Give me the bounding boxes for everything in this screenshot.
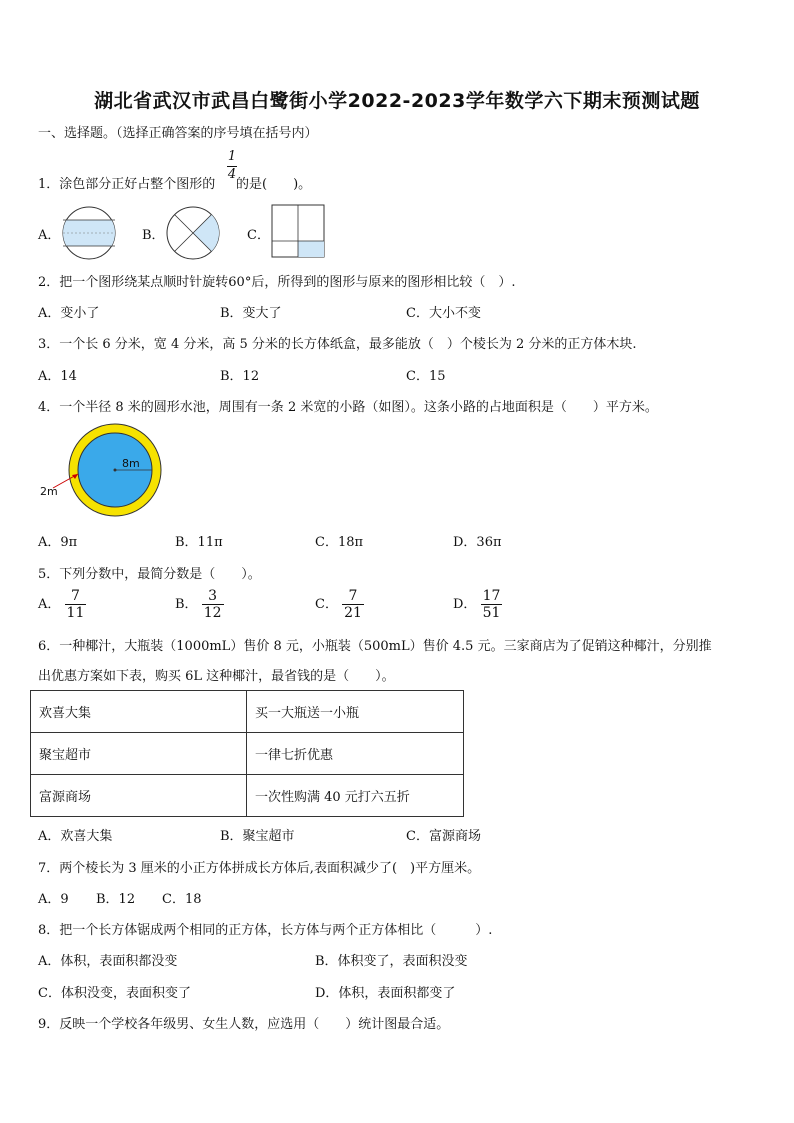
fraction [65, 588, 87, 621]
table-cell: 一律七折优惠 [247, 733, 464, 775]
question-1 [38, 173, 215, 192]
question-6-line-1: 6．一种椰汁，大瓶装（1000mL）售价 8 元，小瓶装（500mL）售价 4.5 元。三家商店为了促销这种椰汁，分别推 [38, 639, 712, 654]
promotion-table [30, 690, 464, 817]
q4-option-c: C．18π [315, 535, 364, 550]
q5-option-d [453, 588, 502, 621]
q8-option-b: B．体积变了，表面积没变 [315, 954, 468, 969]
table-cell: 富源商场 [31, 775, 247, 817]
fraction-denominator: 12 [203, 605, 222, 621]
q1-option-b: B． [142, 228, 165, 243]
q4-pool-figure [36, 422, 166, 522]
fraction [342, 588, 364, 621]
q5-option-c [315, 588, 364, 621]
q2-option-a: A．变小了 [38, 306, 100, 321]
fraction-numerator: 17 [482, 588, 501, 604]
option-label: D． [453, 597, 477, 612]
q4-option-a: A．9π [38, 535, 78, 550]
q2-option-c: C．大小不变 [406, 306, 481, 321]
question-9: 9．反映一个学校各年级男、女生人数，应选用（ ）统计图最合适。 [38, 1017, 450, 1032]
q1-figure-c [271, 204, 327, 260]
q4-option-d: D．36π [453, 535, 502, 550]
question-8: 8．把一个长方体锯成两个相同的正方体，长方体与两个正方体相比（ ）. [38, 923, 493, 938]
question-1-prefix: 1．涂色部分正好占整个图形的 [38, 177, 216, 192]
question-7: 7．两个棱长为 3 厘米的小正方体拼成长方体后,表面积减少了( )平方厘米。 [38, 861, 481, 876]
q7-option-c: C．18 [162, 892, 202, 907]
q7-option-a: A．9 [38, 892, 69, 907]
fraction [481, 588, 503, 621]
q8-option-c: C．体积没变，表面积变了 [38, 986, 191, 1001]
q3-option-a: A．14 [38, 369, 77, 384]
table-cell: 聚宝超市 [31, 733, 247, 775]
q1-option-a: A． [38, 228, 61, 243]
fraction-numerator: 7 [70, 588, 80, 604]
table-cell: 欢喜大集 [31, 691, 247, 733]
table-cell: 买一大瓶送一小瓶 [247, 691, 464, 733]
q6-option-b: B．聚宝超市 [220, 829, 295, 844]
table-row [31, 733, 464, 775]
width-label: 2m [40, 485, 58, 498]
question-4: 4．一个半径 8 米的圆形水池，周围有一条 2 米宽的小路（如图）。这条小路的占地面积是（ ）平方米。 [38, 400, 658, 415]
table-row [31, 691, 464, 733]
q2-option-b: B．变大了 [220, 306, 282, 321]
question-1-suffix: 的是( )。 [236, 177, 312, 192]
q4-option-b: B．11π [175, 535, 223, 550]
q5-option-a [38, 588, 86, 621]
option-label: B． [175, 597, 198, 612]
radius-label: 8m [122, 457, 140, 470]
q6-option-a: A．欢喜大集 [38, 829, 113, 844]
q1-figure-a [60, 205, 118, 261]
q7-option-b: B．12 [96, 892, 136, 907]
fraction-denominator: 4 [227, 167, 237, 182]
option-label: A． [38, 597, 61, 612]
q6-option-c: C．富源商场 [406, 829, 481, 844]
q1-figure-b [164, 205, 222, 261]
question-3: 3．一个长 6 分米，宽 4 分米，高 5 分米的长方体纸盒，最多能放（ ）个棱长为 2 分米的正方体木块. [38, 337, 637, 352]
question-2: 2．把一个图形绕某点顺时针旋转60°后，所得到的图形与原来的图形相比较（ ）. [38, 275, 516, 290]
q8-option-a: A．体积，表面积都没变 [38, 954, 178, 969]
table-cell: 一次性购满 40 元打六五折 [247, 775, 464, 817]
option-label: C． [315, 597, 338, 612]
fraction [202, 588, 224, 621]
q3-option-b: B．12 [220, 369, 260, 384]
center-point [114, 469, 117, 472]
section-heading: 一、选择题。（选择正确答案的序号填在括号内） [38, 126, 318, 141]
fraction-denominator: 51 [482, 605, 501, 621]
q1-option-c: C． [247, 228, 270, 243]
fraction-denominator: 21 [344, 605, 362, 621]
q8-option-d: D．体积，表面积都变了 [315, 986, 456, 1001]
fraction-numerator: 3 [208, 588, 218, 604]
q3-option-c: C．15 [406, 369, 446, 384]
question-5: 5．下列分数中，最简分数是（ ）。 [38, 567, 261, 582]
shaded-rect [298, 241, 324, 257]
fraction-denominator: 11 [66, 605, 85, 621]
page-title: 湖北省武汉市武昌白鹭街小学2022-2023学年数学六下期末预测试题 [94, 90, 700, 112]
table-row [31, 775, 464, 817]
fraction-numerator: 1 [227, 149, 237, 164]
q5-option-b [175, 588, 224, 621]
question-6-line-2: 出优惠方案如下表，购买 6L 这种椰汁，最省钱的是（ ）。 [38, 669, 395, 684]
fraction-numerator: 7 [348, 588, 358, 604]
